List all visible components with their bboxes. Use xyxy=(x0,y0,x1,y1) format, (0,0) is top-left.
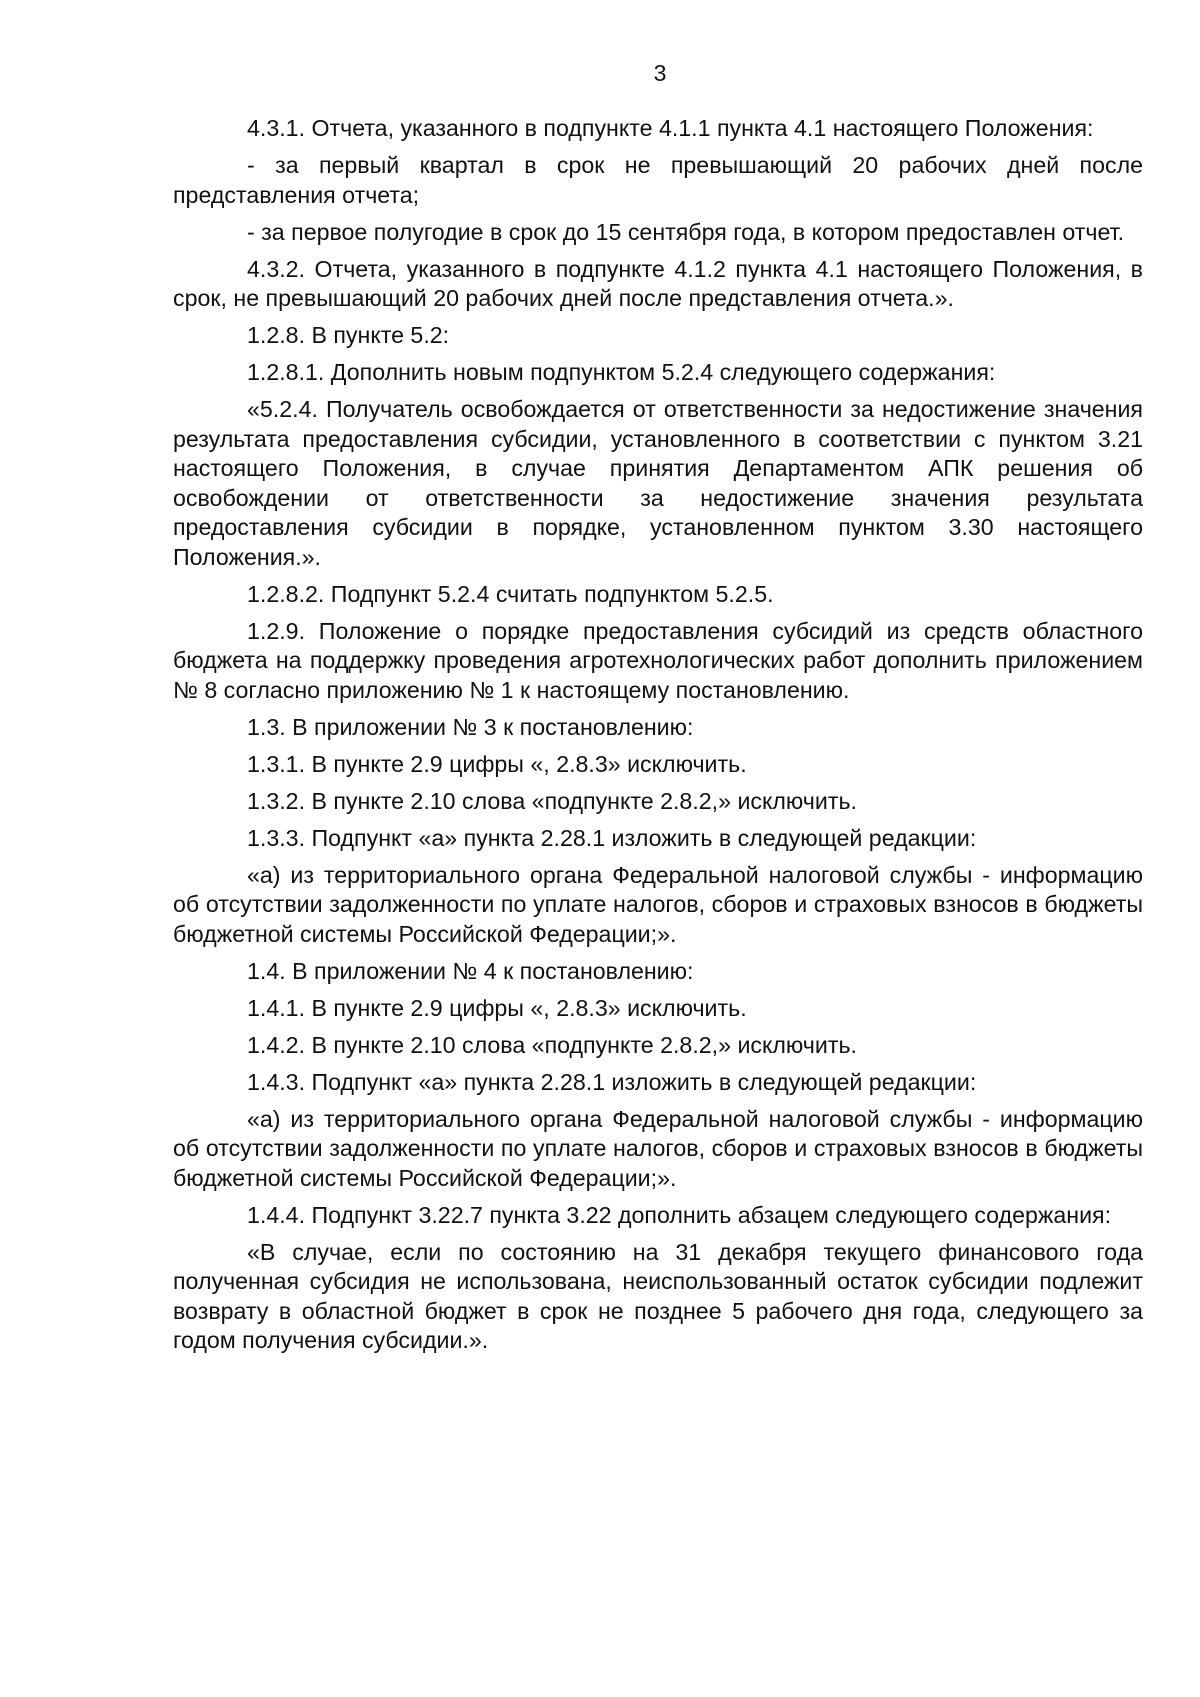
document-body xyxy=(173,114,1143,1356)
paragraph: 1.4.3. Подпункт «а» пункта 2.28.1 изложить в следующей редакции: xyxy=(247,1068,977,1095)
paragraph: 1.4. В приложении № 4 к постановлению: xyxy=(247,957,694,984)
paragraph: 1.3.3. Подпункт «а» пункта 2.28.1 изложить в следующей редакции: xyxy=(247,824,977,851)
paragraph: 1.2.8. В пункте 5.2: xyxy=(247,322,450,348)
paragraph: 1.2.8.2. Подпункт 5.2.4 считать подпунктом 5.2.5. xyxy=(247,580,774,607)
paragraph: 1.3.1. В пункте 2.9 цифры «, 2.8.3» исключить. xyxy=(247,750,747,777)
paragraph: 1.3. В приложении № 3 к постановлению: xyxy=(247,713,694,740)
paragraph: «а) из территориального органа Федеральной налоговой службы - информацию об отсутствии задолженности по уплате налогов, сборов и страховых взносов в бюджеты бюджетной системы Российской Федерации;». xyxy=(173,861,1143,947)
paragraph: «5.2.4. Получатель освобождается от ответственности за недостижение значения результата предоставления субсидии, установленного в соответствии с пунктом 3.21 настоящего Положения, в случае принятия Департаментом АПК решения об освобождении от ответственности за недостижение значения результата предоставления субсидии в порядке, установленном пунктом 3.30 настоящего Положения.». xyxy=(173,396,1143,570)
paragraph: 1.2.8.1. Дополнить новым подпунктом 5.2.4 следующего содержания: xyxy=(247,359,996,385)
paragraph: 4.3.2. Отчета, указанного в подпункте 4.1.2 пункта 4.1 настоящего Положения, в срок, не превышающий 20 рабочих дней после представления отчета.». xyxy=(173,255,1143,311)
paragraph: 4.3.1. Отчета, указанного в подпункте 4.1.1 пункта 4.1 настоящего Положения: xyxy=(247,115,1094,141)
paragraph: 1.4.1. В пункте 2.9 цифры «, 2.8.3» исключить. xyxy=(247,994,747,1021)
paragraph: «а) из территориального органа Федеральной налоговой службы - информацию об отсутствии задолженности по уплате налогов, сборов и страховых взносов в бюджеты бюджетной системы Российской Федерации;». xyxy=(173,1105,1143,1191)
paragraph: 1.4.2. В пункте 2.10 слова «подпункте 2.8.2,» исключить. xyxy=(247,1031,857,1058)
paragraph: 1.2.9. Положение о порядке предоставления субсидий из средств областного бюджета на поддержку проведения агротехнологических работ дополнить приложением № 8 согласно приложению № 1 к настоящему постановлению. xyxy=(173,617,1143,703)
paragraph: - за первый квартал в срок не превышающий 20 рабочих дней после представления отчета; xyxy=(173,152,1143,208)
paragraph: - за первое полугодие в срок до 15 сентября года, в котором предоставлен отчет. xyxy=(247,218,1125,245)
paragraph: 1.3.2. В пункте 2.10 слова «подпункте 2.8.2,» исключить. xyxy=(247,787,857,814)
page-number: 3 xyxy=(653,60,667,86)
paragraph: 1.4.4. Подпункт 3.22.7 пункта 3.22 дополнить абзацем следующего содержания: xyxy=(247,1201,1112,1228)
paragraph: «В случае, если по состоянию на 31 декабря текущего финансового года полученная субсидия не использована, неиспользованный остаток субсидии подлежит возврату в областной бюджет в срок не позднее 5 рабочего дня года, следующего за годом получения субсидии.». xyxy=(173,1238,1143,1353)
